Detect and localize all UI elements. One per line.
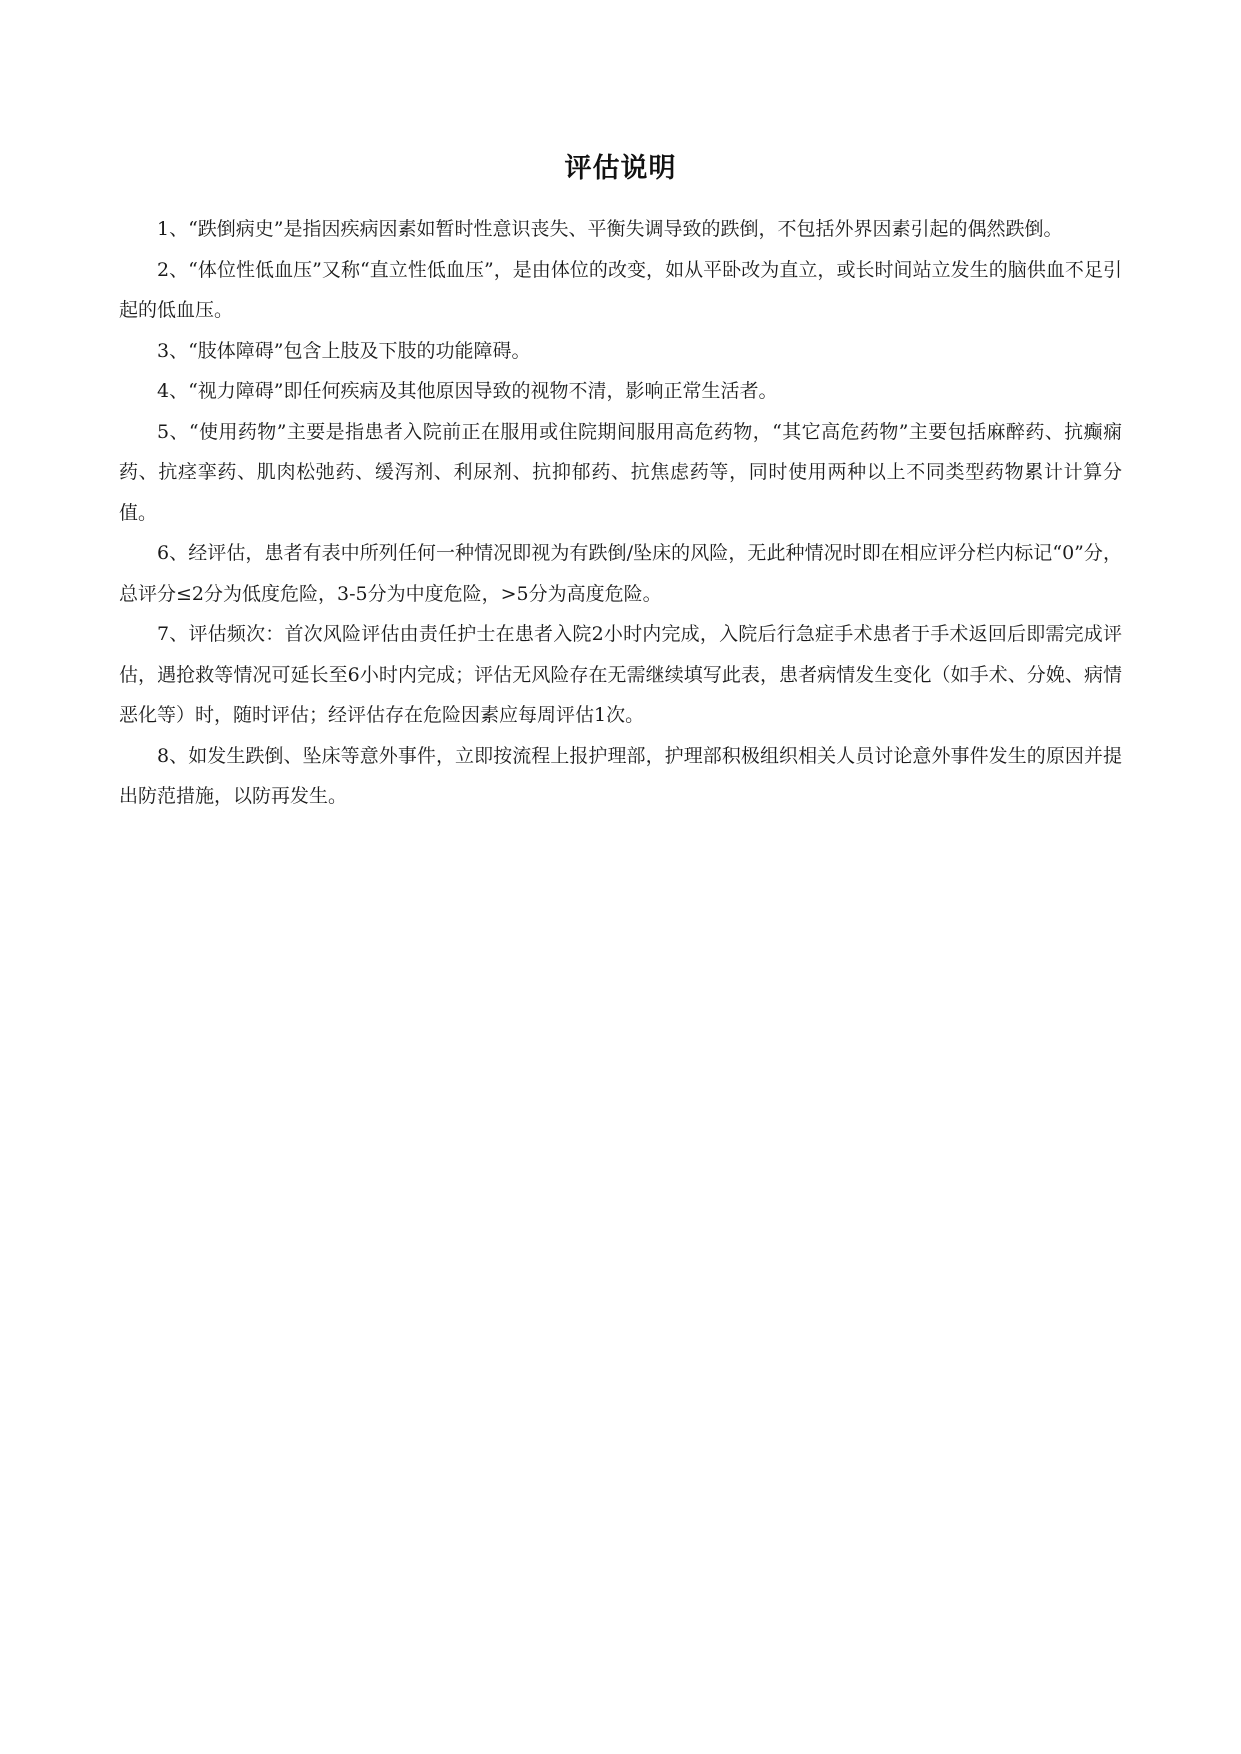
document-body xyxy=(119,209,1122,817)
paragraph-1: 1、“跌倒病史”是指因疾病因素如暂时性意识丧失、平衡失调导致的跌倒，不包括外界因素引起的偶然跌倒。 xyxy=(157,218,1063,240)
paragraph-5: 5、“使用药物”主要是指患者入院前正在服用或住院期间服用高危药物，“其它高危药物”主要包括麻醉药、抗癫痫药、抗痉挛药、肌肉松弛药、缓泻剂、利尿剂、抗抑郁药、抗焦虑药等，同时使用两种以上不同类型药物累计计算分值。 xyxy=(119,420,1122,524)
paragraph-8: 8、如发生跌倒、坠床等意外事件，立即按流程上报护理部，护理部积极组织相关人员讨论意外事件发生的原因并提出防范措施，以防再发生。 xyxy=(119,744,1122,807)
paragraph-2: 2、“体位性低血压”又称“直立性低血压”，是由体位的改变，如从平卧改为直立，或长时间站立发生的脑供血不足引起的低血压。 xyxy=(119,258,1122,321)
page-title: 评估说明 xyxy=(564,153,677,184)
paragraph-6: 6、经评估，患者有表中所列任何一种情况即视为有跌倒/坠床的风险，无此种情况时即在相应评分栏内标记“0”分，总评分≤2分为低度危险，3-5分为中度危险，>5分为高度危险。 xyxy=(119,542,1122,605)
paragraph-3: 3、“肢体障碍”包含上肢及下肢的功能障碍。 xyxy=(157,339,531,362)
paragraph-4: 4、“视力障碍”即任何疾病及其他原因导致的视物不清，影响正常生活者。 xyxy=(157,380,778,402)
paragraph-7: 7、评估频次：首次风险评估由责任护士在患者入院2小时内完成，入院后行急症手术患者于手术返回后即需完成评估，遇抢救等情况可延长至6小时内完成；评估无风险存在无需继续填写此表，患者病情发生变化（如手术、分娩、病情恶化等）时，随时评估；经评估存在危险因素应每周评估1次。 xyxy=(119,623,1122,726)
